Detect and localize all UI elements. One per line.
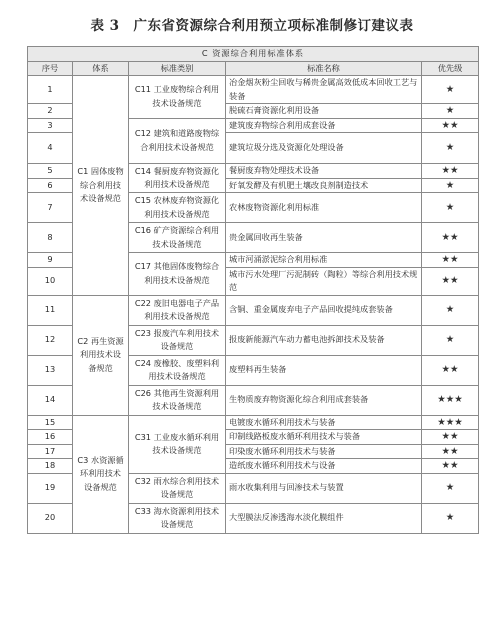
row-no: 5	[28, 164, 73, 179]
row-no: 10	[28, 267, 73, 295]
row-no: 17	[28, 444, 73, 459]
priority-stars: ★	[422, 133, 479, 164]
standard-name: 电镀废水循环利用技术与装备	[226, 415, 422, 430]
row-no: 8	[28, 223, 73, 253]
row-no: 15	[28, 415, 73, 430]
row-no: 9	[28, 253, 73, 268]
priority-stars: ★★	[422, 459, 479, 474]
standard-name: 建筑废弃物综合利用成套设备	[226, 118, 422, 133]
category-cell: C17 其他固体废物综合利用技术设备规范	[129, 253, 226, 296]
category-cell: C14 餐厨废弃物资源化利用技术设备规范	[129, 164, 226, 193]
row-no: 13	[28, 355, 73, 385]
priority-stars: ★	[422, 178, 479, 193]
row-no: 19	[28, 473, 73, 503]
standard-name: 脱硫石膏资源化利用设备	[226, 104, 422, 119]
table-row	[28, 295, 479, 325]
standard-name: 含铜、重金属废弃电子产品回收提纯成套装备	[226, 295, 422, 325]
row-no: 7	[28, 193, 73, 223]
priority-stars: ★	[422, 325, 479, 355]
standard-name: 印制线路板废水循环利用技术与装备	[226, 430, 422, 445]
priority-stars: ★★	[422, 267, 479, 295]
standard-name: 城市河涌淤泥综合利用标准	[226, 253, 422, 268]
standards-table	[27, 46, 479, 534]
row-no: 3	[28, 118, 73, 133]
row-no: 2	[28, 104, 73, 119]
priority-stars: ★★★	[422, 385, 479, 415]
standard-name: 冶金烟灰粉尘回收与稀贵金属高效低成本回收工艺与装备	[226, 76, 422, 104]
priority-stars: ★	[422, 503, 479, 533]
system-cell: C1 固体废物综合利用技术设备规范	[73, 76, 129, 296]
standard-name: 餐厨废弃物处理技术设备	[226, 164, 422, 179]
priority-stars: ★	[422, 76, 479, 104]
header-priority: 优先级	[422, 61, 479, 76]
standard-name: 印染废水循环利用技术与装备	[226, 444, 422, 459]
priority-stars: ★	[422, 193, 479, 223]
priority-stars: ★	[422, 295, 479, 325]
header-system: 体系	[73, 61, 129, 76]
priority-stars: ★★	[422, 118, 479, 133]
row-no: 6	[28, 178, 73, 193]
priority-stars: ★★	[422, 444, 479, 459]
category-cell: C16 矿产资源综合利用技术设备规范	[129, 223, 226, 253]
system-cell: C2 再生资源利用技术设备规范	[73, 295, 129, 415]
row-no: 11	[28, 295, 73, 325]
table-row	[28, 76, 479, 104]
section-title: C 资源综合利用标准体系	[28, 47, 479, 62]
category-cell: C24 废橡胶、废塑料利用技术设备规范	[129, 355, 226, 385]
category-cell: C23 报废汽车利用技术设备规范	[129, 325, 226, 355]
category-cell: C26 其他再生资源利用技术设备规范	[129, 385, 226, 415]
row-no: 18	[28, 459, 73, 474]
category-cell: C15 农林废弃物资源化利用技术设备规范	[129, 193, 226, 223]
category-cell: C12 建筑和道路废物综合利用技术设备规范	[129, 118, 226, 164]
category-cell: C31 工业废水循环利用技术设备规范	[129, 415, 226, 473]
table-row	[28, 415, 479, 430]
standard-name: 生物质废弃物资源化综合利用成套装备	[226, 385, 422, 415]
page-title: 表 3 广东省资源综合利用预立项标准制修订建议表	[90, 18, 414, 34]
priority-stars: ★★	[422, 355, 479, 385]
category-cell: C33 海水资源利用技术设备规范	[129, 503, 226, 533]
priority-stars: ★	[422, 473, 479, 503]
standard-name: 废塑料再生装备	[226, 355, 422, 385]
standard-name: 农林废物资源化利用标准	[226, 193, 422, 223]
section-row	[28, 47, 479, 62]
standard-name: 建筑垃圾分选及资源化处理设备	[226, 133, 422, 164]
standard-name: 造纸废水循环利用技术与设备	[226, 459, 422, 474]
priority-stars: ★★	[422, 164, 479, 179]
header-no: 序号	[28, 61, 73, 76]
priority-stars: ★★	[422, 253, 479, 268]
system-cell: C3 水资源循环利用技术设备规范	[73, 415, 129, 533]
category-cell: C22 废旧电器电子产品利用技术设备规范	[129, 295, 226, 325]
standard-name: 好氧发酵及有机肥土壤改良剂制造技术	[226, 178, 422, 193]
standard-name: 城市污水处理厂污泥制砖（陶粒）等综合利用技术规范	[226, 267, 422, 295]
header-row	[28, 61, 479, 76]
category-cell: C11 工业废物综合利用技术设备规范	[129, 76, 226, 119]
row-no: 12	[28, 325, 73, 355]
row-no: 16	[28, 430, 73, 445]
row-no: 1	[28, 76, 73, 104]
row-no: 14	[28, 385, 73, 415]
category-cell: C32 雨水综合利用技术设备规范	[129, 473, 226, 503]
standard-name: 雨水收集利用与回渗技术与装置	[226, 473, 422, 503]
priority-stars: ★★★	[422, 415, 479, 430]
standard-name: 大型膜法反渗透海水淡化膜组件	[226, 503, 422, 533]
header-standard-name: 标准名称	[226, 61, 422, 76]
header-category: 标准类别	[129, 61, 226, 76]
row-no: 4	[28, 133, 73, 164]
standard-name: 贵金属回收再生装备	[226, 223, 422, 253]
row-no: 20	[28, 503, 73, 533]
priority-stars: ★	[422, 104, 479, 119]
priority-stars: ★★	[422, 430, 479, 445]
standard-name: 报废新能源汽车动力蓄电池拆卸技术及装备	[226, 325, 422, 355]
priority-stars: ★★	[422, 223, 479, 253]
